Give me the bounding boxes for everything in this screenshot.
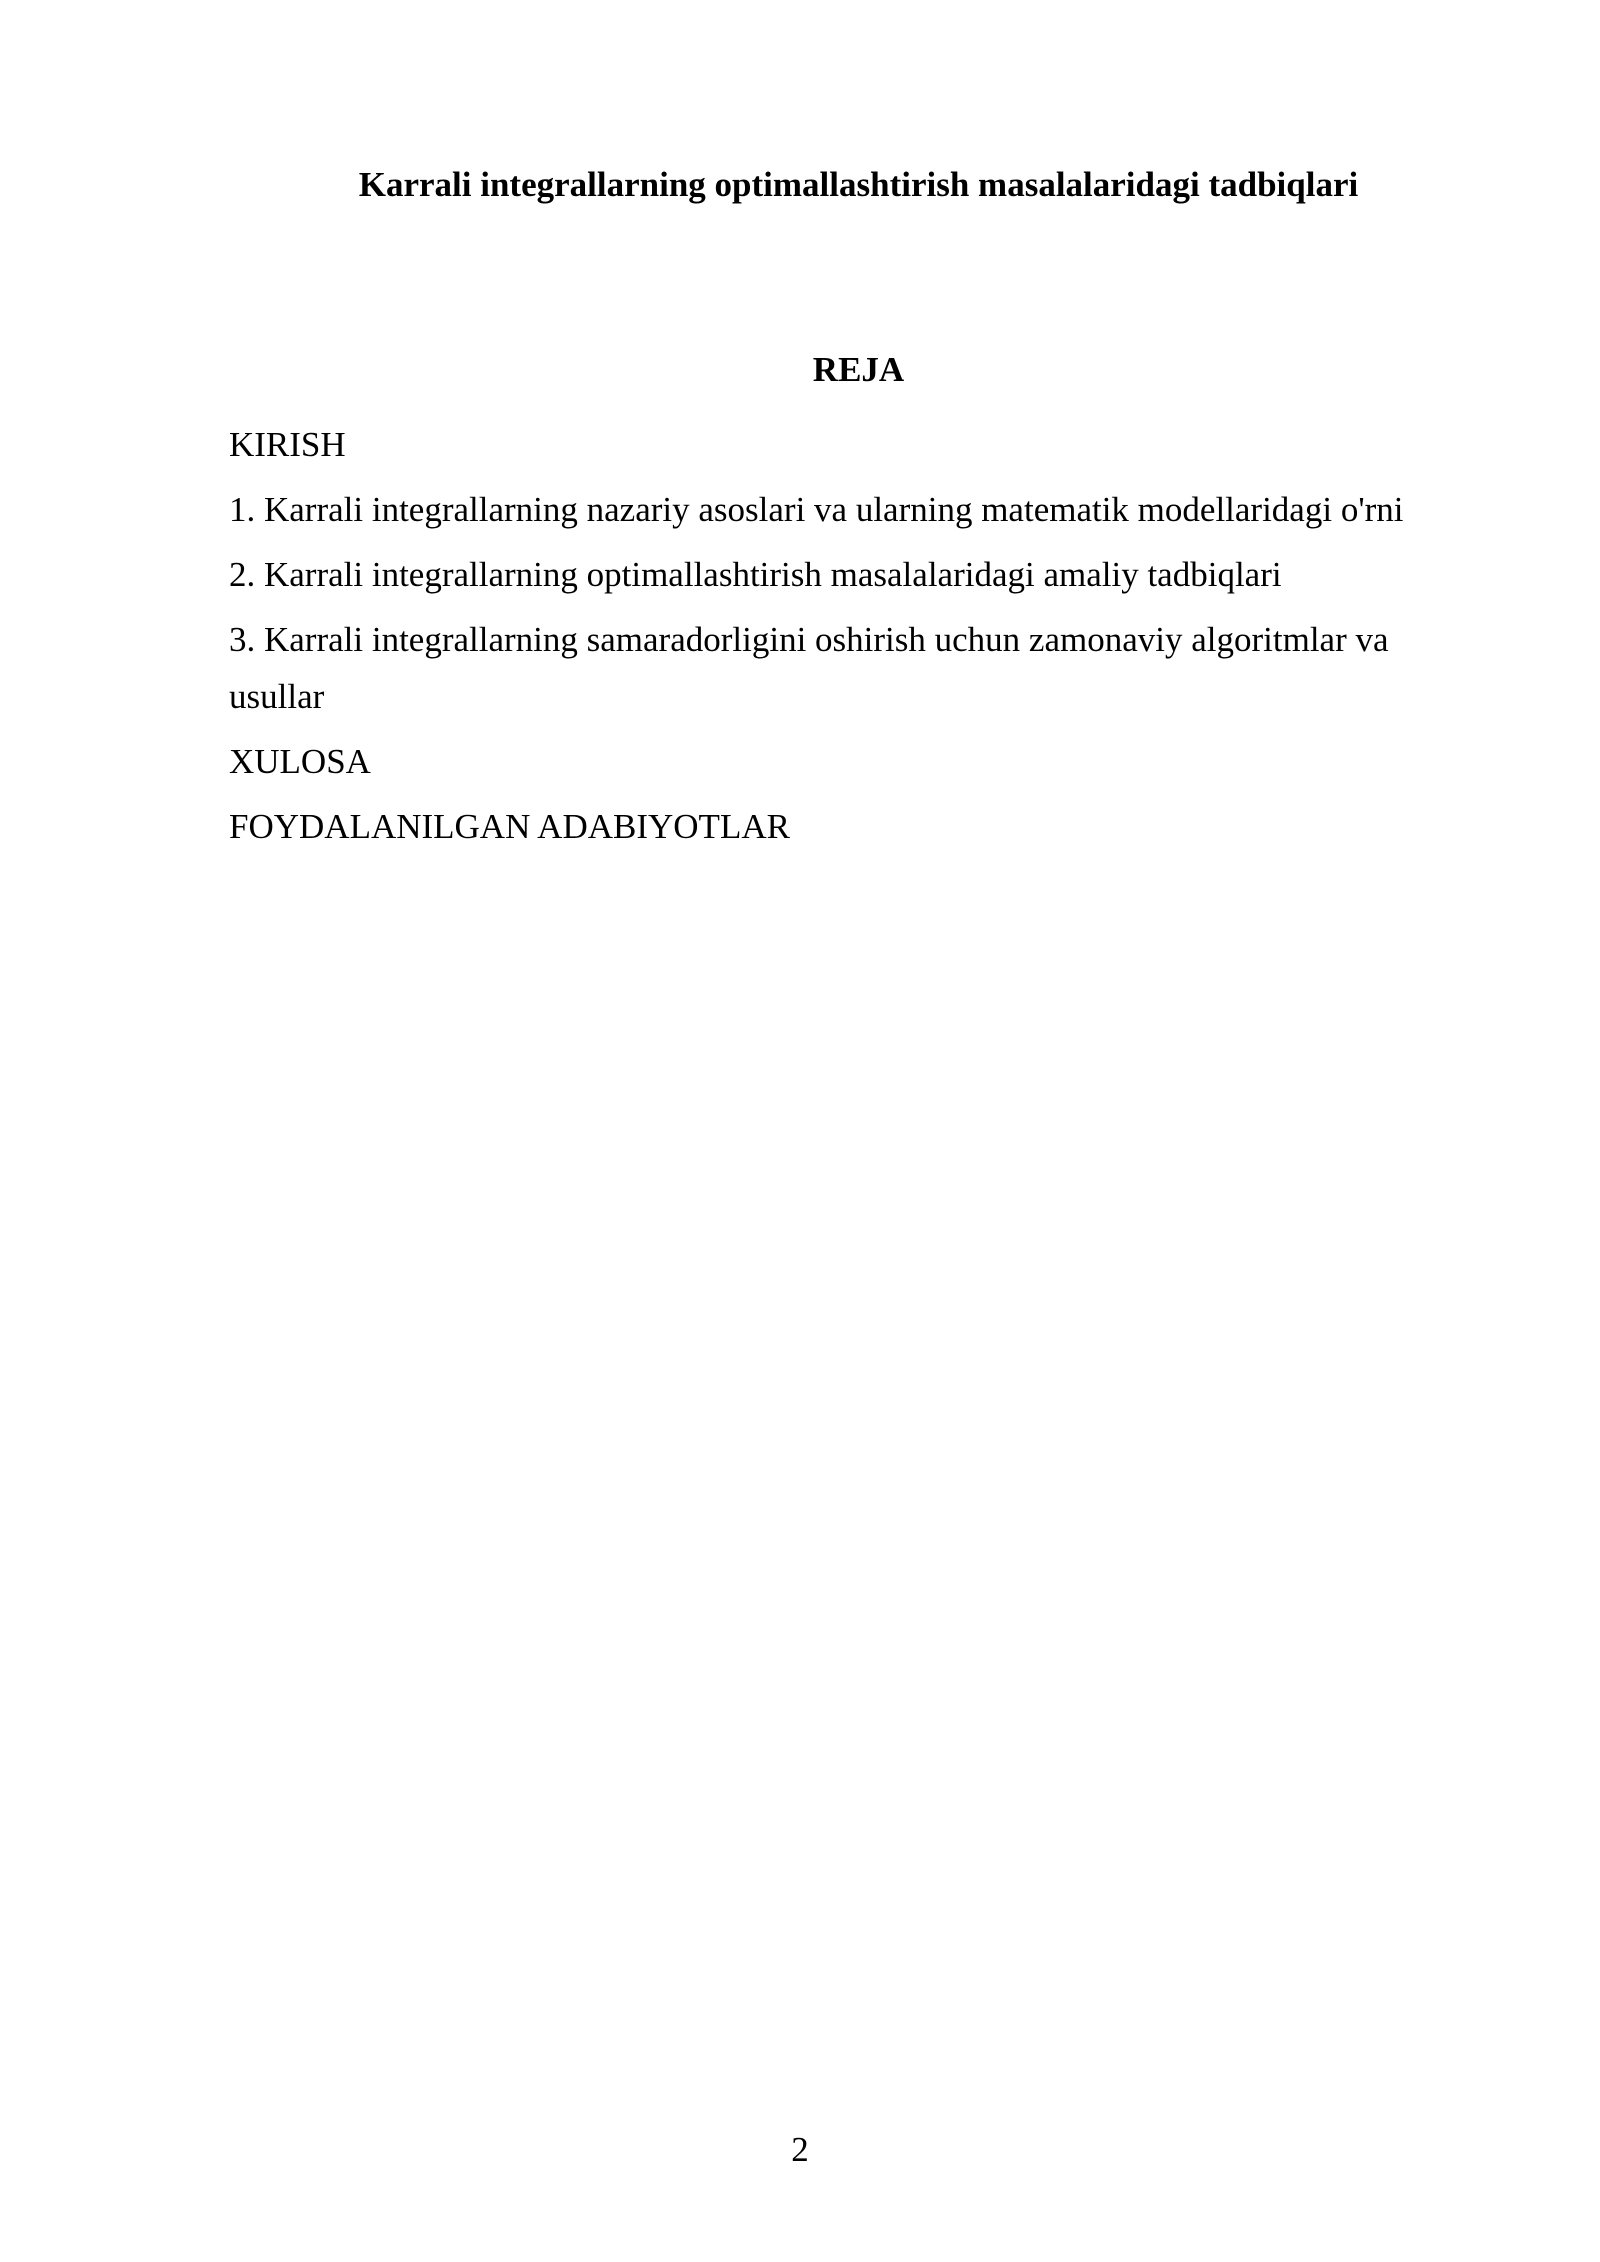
plan-list: [229, 416, 1488, 863]
plan-item-introduction: KIRISH: [229, 425, 346, 464]
document-title: Karrali integrallarning optimallashtirish masalalaridagi tadbiqlari: [358, 165, 1359, 204]
plan-item-conclusion: XULOSA: [229, 742, 371, 781]
plan-item-section-2: 2. Karrali integrallarning optimallashtirish masalalaridagi amaliy tadbiqlari: [229, 555, 1282, 594]
plan-item-section-1: 1. Karrali integrallarning nazariy asoslari va ularning matematik modellaridagi o'rni: [229, 490, 1404, 529]
plan-item-section-3: 3. Karrali integrallarning samaradorligini oshirish uchun zamonaviy algoritmlar va usullar: [229, 620, 1389, 716]
page-number: 2: [791, 2130, 809, 2169]
plan-heading: REJA: [812, 350, 905, 389]
plan-item-references: FOYDALANILGAN ADABIYOTLAR: [229, 807, 790, 846]
